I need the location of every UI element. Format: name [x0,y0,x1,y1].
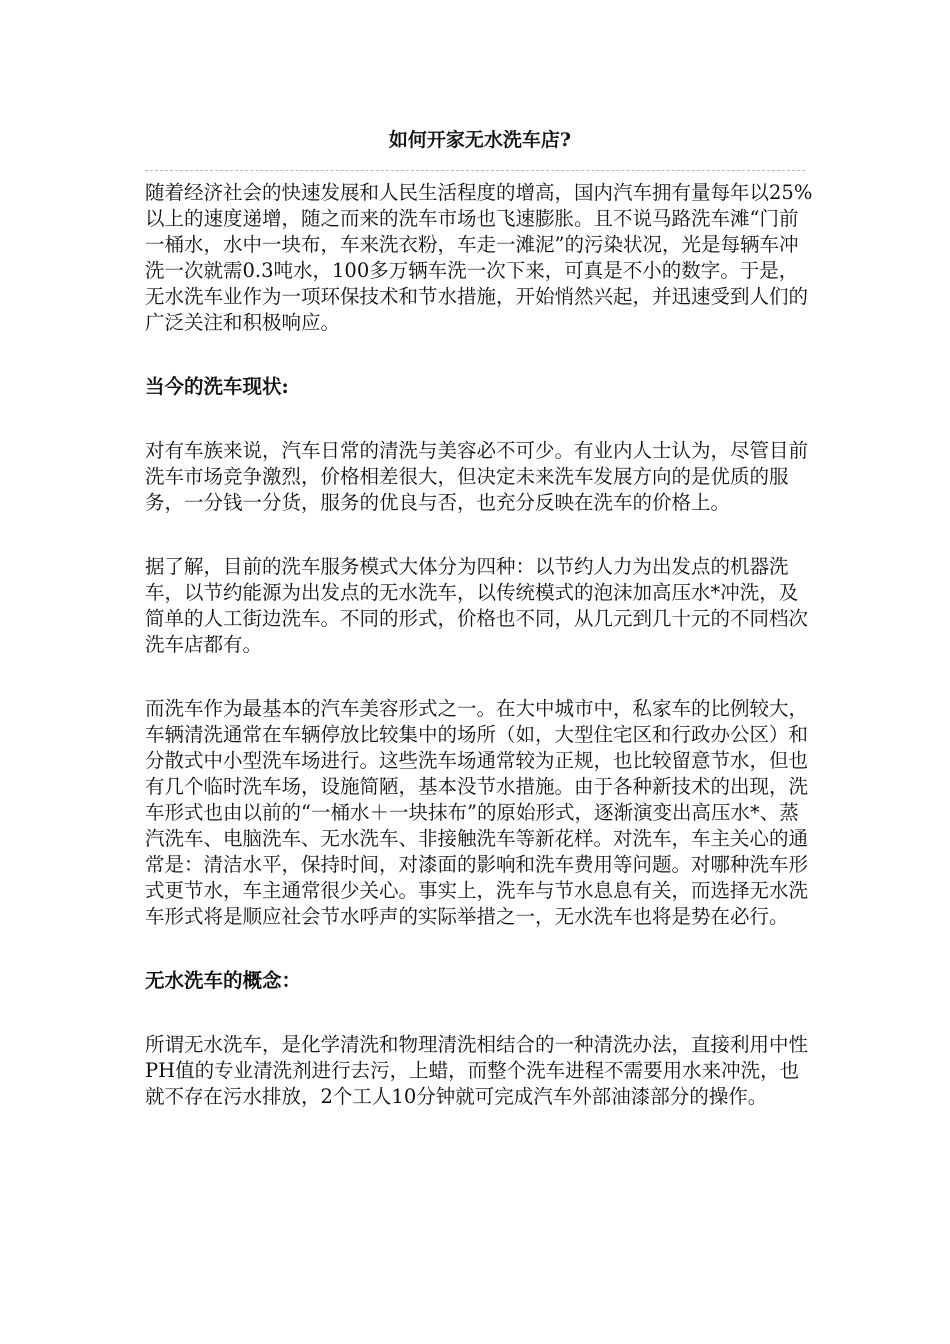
intro-paragraph: 随着经济社会的快速发展和人民生活程度的增高，国内汽车拥有量每年以25%以上的速度递增，随之而来的洗车市场也飞速膨胀。且不说马路洗车滩“门前一桶水，水中一块布，车来洗衣粉，车走一滩泥”的污染状况，光是每辆车冲洗一次就需0.3吨水，100多万辆车洗一次下来，可真是不小的数字。于是，无水洗车业作为一项环保技术和节水措施，开始悄然兴起，并迅速受到人们的广泛关注和积极响应。 [145,181,813,334]
section1-paragraph-2: 据了解，目前的洗车服务模式大体分为四种：以节约人力为出发点的机器洗车，以节约能源为出发点的无水洗车，以传统模式的泡沫加高压水*冲洗，及简单的人工街边洗车。不同的形式，价格也不同，从几元到几十元的不同档次洗车店都有。 [145,555,809,656]
section-heading-current-status: 当今的洗车现状: [145,375,289,398]
section-heading-waterless-concept: 无水洗车的概念： [145,969,302,992]
section2-paragraph-1: 所谓无水洗车，是化学清洗和物理清洗相结合的一种清洗办法，直接利用中性PH值的专业清洗剂进行去污，上蜡，而整个洗车进程不需要用水来冲洗，也就不存在污水排放，2个工人10分钟就可完成汽车外部油漆部分的操作。 [145,1033,809,1108]
document-title: 如何开家无水洗车店? [388,129,572,151]
section1-paragraph-1: 对有车族来说，汽车日常的清洗与美容必不可少。有业内人士认为，尽管目前洗车市场竞争激烈，价格相差很大，但决定未来洗车发展方向的是优质的服务，一分钱一分货，服务的优良与否，也充分反映在洗车的价格上。 [145,439,809,514]
document-body [145,180,815,1110]
section1-paragraph-3: 而洗车作为最基本的汽车美容形式之一。在大中城市中，私家车的比例较大，车辆清洗通常在车辆停放比较集中的场所（如，大型住宅区和行政办公区）和分散式中小型洗车场进行。这些洗车场通常较为正规，也比较留意节水，但也有几个临时洗车场，设施简陋，基本没节水措施。由于各种新技术的出现，洗车形式也由以前的“一桶水＋一块抹布”的原始形式，逐渐演变出高压水*、蒸汽洗车、电脑洗车、无水洗车、非接触洗车等新花样。对洗车，车主关心的通常是：清洁水平，保持时间，对漆面的影响和洗车费用等问题。对哪种洗车形式更节水，车主通常很少关心。事实上，洗车与节水息息有关，而选择无水洗车形式将是顺应社会节水呼声的实际举措之一，无水洗车也将是势在必行。 [145,697,809,928]
title-divider [145,170,805,171]
